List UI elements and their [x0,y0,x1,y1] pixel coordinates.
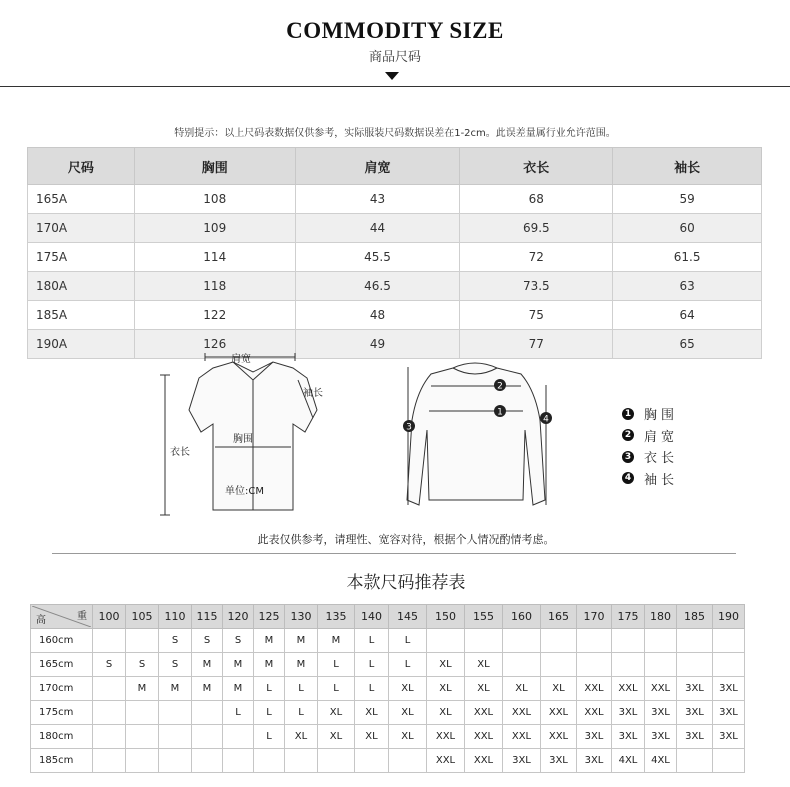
height-cell: 175cm [31,701,93,725]
size-cell: XXL [427,725,465,749]
header-sleeve: 袖长 [613,148,762,185]
table-cell: 73.5 [460,272,613,301]
size-cell [159,725,192,749]
size-cell [126,629,159,653]
table-cell: 190A [28,330,135,359]
table-cell: 118 [134,272,295,301]
size-cell [577,629,612,653]
height-cell: 160cm [31,629,93,653]
table-cell: 65 [613,330,762,359]
table-cell: 165A [28,185,135,214]
size-cell [192,701,223,725]
weight-header: 110 [159,605,192,629]
svg-text:2: 2 [497,381,503,392]
size-cell: L [254,701,285,725]
table-cell: 59 [613,185,762,214]
size-cell [223,725,254,749]
weight-header: 115 [192,605,223,629]
recommend-title: 本款尺码推荐表 [346,573,466,593]
recommend-header [31,605,745,629]
table-cell: 77 [460,330,613,359]
size-cell [126,701,159,725]
size-cell: M [254,629,285,653]
size-cell [465,629,503,653]
table-cell: 69.5 [460,214,613,243]
size-cell [427,629,465,653]
weight-header: 175 [612,605,645,629]
weight-header: 170 [577,605,612,629]
sleeve-label: 袖长 [303,388,323,399]
svg-text:4: 4 [543,414,549,425]
size-cell: M [254,653,285,677]
page-title: COMMODITY SIZE [286,18,504,43]
corner-cell [31,605,93,629]
size-cell: M [192,677,223,701]
table-cell: 180A [28,272,135,301]
size-cell: M [285,629,318,653]
size-cell [93,701,126,725]
size-cell: L [355,629,389,653]
size-cell: 3XL [645,701,677,725]
height-cell: 165cm [31,653,93,677]
weight-header: 190 [713,605,745,629]
unit-label: 单位:CM [225,486,264,497]
table-cell: 64 [613,301,762,330]
size-cell: 3XL [677,725,713,749]
size-cell: XXL [577,677,612,701]
legend-item: 3 衣长 [622,446,678,468]
divider [0,86,790,87]
header-size: 尺码 [28,148,135,185]
size-cell: XL [389,725,427,749]
height-cell: 185cm [31,749,93,773]
header-length: 衣长 [460,148,613,185]
size-cell: XL [465,677,503,701]
size-cell: XXL [577,701,612,725]
size-cell: XXL [503,701,541,725]
size-cell: XL [318,725,355,749]
size-cell: 3XL [541,749,577,773]
size-cell: M [192,653,223,677]
size-cell: XXL [645,677,677,701]
size-cell: 3XL [645,725,677,749]
weight-header: 100 [93,605,126,629]
size-cell: 3XL [612,701,645,725]
weight-header: 145 [389,605,427,629]
height-cell: 180cm [31,725,93,749]
header-chest: 胸围 [134,148,295,185]
size-cell [577,653,612,677]
table-row [31,677,745,701]
size-cell: M [159,677,192,701]
size-cell: L [318,677,355,701]
size-cell: S [159,653,192,677]
weight-header: 185 [677,605,713,629]
size-cell [126,725,159,749]
size-cell: XL [465,653,503,677]
svg-text:3: 3 [406,422,412,433]
table-row [31,701,745,725]
size-cell [126,749,159,773]
size-table [27,147,762,359]
size-cell: XL [427,677,465,701]
size-cell: XXL [465,725,503,749]
table-cell: 60 [613,214,762,243]
size-cell [612,629,645,653]
size-cell [503,653,541,677]
size-cell [713,629,745,653]
weight-header: 155 [465,605,503,629]
legend-item: 2 肩宽 [622,425,678,447]
marker-4 [540,412,552,425]
table-row [31,725,745,749]
size-cell: XL [389,677,427,701]
header-shoulder: 肩宽 [295,148,460,185]
size-cell: 3XL [713,725,745,749]
size-cell [645,653,677,677]
size-cell: L [254,677,285,701]
size-cell [645,629,677,653]
table-cell: 126 [134,330,295,359]
shirt-diagram [145,350,345,525]
table-row [28,214,762,243]
size-cell [159,749,192,773]
table-cell: 48 [295,301,460,330]
size-cell: 3XL [713,677,745,701]
divider [52,553,736,554]
size-cell: 3XL [503,749,541,773]
size-cell [285,749,318,773]
size-cell: XXL [612,677,645,701]
legend-item: 1 胸围 [622,403,678,425]
table-cell: 175A [28,243,135,272]
size-cell: 3XL [677,701,713,725]
weight-header: 140 [355,605,389,629]
table-cell: 122 [134,301,295,330]
size-cell [503,629,541,653]
size-cell [192,725,223,749]
size-cell [713,653,745,677]
size-cell: XL [285,725,318,749]
size-cell: XXL [465,749,503,773]
shoulder-label: 肩宽 [231,354,251,365]
size-cell [192,749,223,773]
size-cell [713,749,745,773]
size-cell: 3XL [577,725,612,749]
table-cell: 44 [295,214,460,243]
size-cell [541,629,577,653]
size-cell: S [159,629,192,653]
size-cell: XXL [541,701,577,725]
table-row [28,185,762,214]
table-cell: 68 [460,185,613,214]
sweater-diagram [395,350,565,520]
size-cell: XL [355,701,389,725]
size-cell [389,749,427,773]
size-cell: M [223,653,254,677]
size-cell: L [318,653,355,677]
weight-header: 120 [223,605,254,629]
table-row [28,301,762,330]
table-cell: 63 [613,272,762,301]
table-row [31,653,745,677]
svg-text:1: 1 [497,407,503,418]
page-subtitle: 商品尺码 [368,50,421,65]
table-cell: 185A [28,301,135,330]
size-cell [93,725,126,749]
size-cell: XL [541,677,577,701]
recommend-table [30,604,745,773]
table-row [28,272,762,301]
size-table-header [28,148,762,185]
size-cell: L [254,725,285,749]
table-cell: 72 [460,243,613,272]
table-cell: 43 [295,185,460,214]
size-cell: M [318,629,355,653]
size-cell: S [192,629,223,653]
size-cell: M [126,677,159,701]
table-cell: 114 [134,243,295,272]
corner-weight: 重 [77,611,87,622]
table-row [28,243,762,272]
corner-height: 高 [36,615,46,626]
size-cell [612,653,645,677]
size-cell [223,749,254,773]
table-cell: 45.5 [295,243,460,272]
table-cell: 108 [134,185,295,214]
size-cell: XL [503,677,541,701]
size-cell: L [285,677,318,701]
table-cell: 46.5 [295,272,460,301]
size-cell: S [93,653,126,677]
size-cell [93,677,126,701]
measurement-legend [622,403,678,489]
size-cell: 3XL [713,701,745,725]
size-cell: 3XL [612,725,645,749]
weight-header: 105 [126,605,159,629]
size-cell: XL [318,701,355,725]
table-row [31,749,745,773]
size-cell [355,749,389,773]
size-cell: XL [389,701,427,725]
legend-item: 4 袖长 [622,468,678,490]
size-cell [159,701,192,725]
table-cell: 49 [295,330,460,359]
size-cell: XXL [541,725,577,749]
size-cell [677,629,713,653]
size-cell: L [389,629,427,653]
table-cell: 61.5 [613,243,762,272]
size-cell: XXL [503,725,541,749]
size-cell [93,629,126,653]
height-cell: 170cm [31,677,93,701]
size-cell: XL [355,725,389,749]
size-cell [677,749,713,773]
table-cell: 75 [460,301,613,330]
size-cell: S [223,629,254,653]
size-cell: XXL [427,749,465,773]
weight-header: 160 [503,605,541,629]
weight-header: 135 [318,605,355,629]
size-cell: L [389,653,427,677]
size-cell: L [223,701,254,725]
weight-header: 165 [541,605,577,629]
weight-header: 150 [427,605,465,629]
down-arrow-icon [385,72,399,80]
size-cell: L [285,701,318,725]
table-cell: 170A [28,214,135,243]
size-cell: XL [427,701,465,725]
size-cell: M [285,653,318,677]
size-cell: L [355,653,389,677]
diagram-note: 此表仅供参考，请理性、宽容对待，根据个人情况酌情考虑。 [257,533,555,546]
size-note: 特别提示：以上尺码表数据仅供参考，实际服装尺码数据误差在1-2cm。此误差量属行业允许范围。 [174,128,616,139]
size-cell [93,749,126,773]
size-cell [677,653,713,677]
table-row [31,629,745,653]
size-cell: 4XL [645,749,677,773]
size-cell: 3XL [677,677,713,701]
weight-header: 130 [285,605,318,629]
size-cell: XL [427,653,465,677]
size-cell: 3XL [577,749,612,773]
length-label: 衣长 [170,447,190,458]
size-cell [318,749,355,773]
size-cell: L [355,677,389,701]
size-cell [541,653,577,677]
size-cell: XXL [465,701,503,725]
chest-label: 胸围 [233,434,253,445]
size-cell [254,749,285,773]
size-cell: S [126,653,159,677]
weight-header: 180 [645,605,677,629]
size-cell: M [223,677,254,701]
table-cell: 109 [134,214,295,243]
size-cell: 4XL [612,749,645,773]
weight-header: 125 [254,605,285,629]
